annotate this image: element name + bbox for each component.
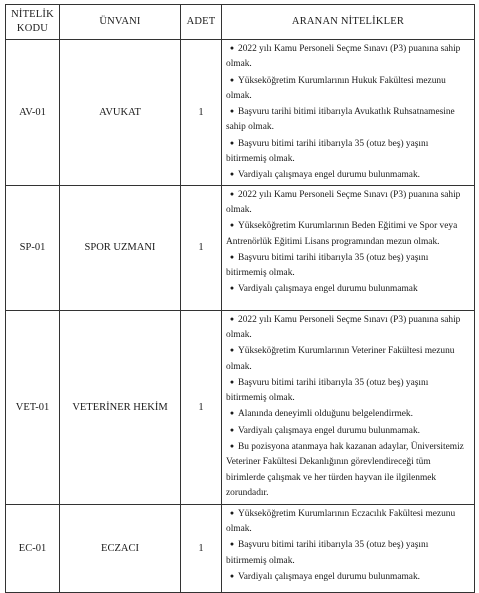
bullet-icon: ●	[229, 508, 235, 517]
requirement-text: Vardiyalı çalışmaya engel durumu bulunmamak.	[238, 425, 420, 436]
requirement-item	[226, 73, 471, 105]
requirement-text: 2022 yılı Kamu Personeli Seçme Sınavı (P3) puanına sahip olmak.	[226, 44, 461, 70]
requirement-text: Yükseköğretim Kurumlarının Veteriner Fakültesi mezunu olmak.	[226, 346, 455, 372]
requirement-text: Yükseköğretim Kurumlarının Eczacılık Fakültesi mezunu olmak.	[226, 508, 456, 534]
bullet-icon: ●	[229, 284, 235, 293]
position-count: 1	[181, 504, 222, 592]
requirement-item	[226, 506, 471, 538]
position-title: SPOR UZMANI	[60, 185, 181, 310]
bullet-icon: ●	[229, 377, 235, 386]
header-title	[60, 5, 181, 40]
requirements-cell	[222, 185, 475, 310]
position-count: 1	[181, 40, 222, 186]
position-title: AVUKAT	[60, 40, 181, 186]
requirement-item	[226, 343, 471, 375]
requirement-text: Alanında deneyimli olduğunu belgelendirmek.	[238, 409, 413, 420]
bullet-icon: ●	[229, 189, 235, 198]
requirement-item	[226, 167, 471, 183]
table-row	[6, 185, 475, 310]
table-row	[6, 310, 475, 504]
requirement-item	[226, 136, 471, 168]
requirement-item	[226, 423, 471, 439]
requirement-text: Vardiyalı çalışmaya engel durumu bulunmamak.	[238, 170, 420, 181]
bullet-icon: ●	[229, 346, 235, 355]
header-count	[181, 5, 222, 40]
requirement-item	[226, 218, 471, 250]
requirements-cell	[222, 40, 475, 186]
requirements-cell	[222, 504, 475, 592]
header-title-label: ÜNVANI	[99, 16, 141, 27]
requirement-item	[226, 281, 471, 297]
header-code	[6, 5, 60, 40]
positions-document	[5, 4, 474, 593]
requirement-item	[226, 41, 471, 73]
requirement-item	[226, 569, 471, 585]
requirement-text: Başvuru bitimi tarihi itibarıyla 35 (otuz beş) yaşını bitirmemiş olmak.	[226, 138, 429, 165]
requirement-text: Vardiyalı çalışmaya engel durumu bulunmamak.	[238, 571, 420, 582]
requirement-item	[226, 439, 471, 501]
bullet-icon: ●	[229, 44, 235, 52]
positions-table	[5, 4, 475, 593]
bullet-icon: ●	[229, 571, 235, 580]
requirement-item	[226, 375, 471, 407]
bullet-icon: ●	[229, 138, 235, 147]
table-row	[6, 40, 475, 186]
position-count: 1	[181, 310, 222, 504]
requirement-text: Başvuru tarihi bitimi itibarıyla Avukatlık Ruhsatnamesine sahip olmak.	[226, 107, 455, 133]
requirements-cell	[222, 310, 475, 504]
requirement-text: 2022 yılı Kamu Personeli Seçme Sınavı (P3) puanına sahip olmak.	[226, 189, 461, 215]
bullet-icon: ●	[229, 409, 235, 418]
requirement-text: Yükseköğretim Kurumlarının Beden Eğitimi ve Spor veya Antrenörlük Eğitimi Lisans programından mezun olmak.	[226, 221, 458, 247]
requirement-text: Başvuru bitimi tarihi itibarıyla 35 (otuz beş) yaşını bitirmemiş olmak.	[226, 252, 429, 279]
bullet-icon: ●	[229, 107, 235, 116]
bullet-icon: ●	[229, 314, 235, 323]
bullet-icon: ●	[229, 540, 235, 549]
requirement-item	[226, 406, 471, 422]
position-code: EC-01	[6, 504, 60, 592]
bullet-icon: ●	[229, 75, 235, 84]
bullet-icon: ●	[229, 221, 235, 230]
requirement-text: 2022 yılı Kamu Personeli Seçme Sınavı (P3) puanına sahip olmak.	[226, 314, 461, 340]
requirement-item	[226, 537, 471, 569]
requirement-item	[226, 104, 471, 136]
requirement-text: Bu pozisyona atanmaya hak kazanan adaylar, Üniversitemiz Veteriner Fakültesi Dekanlığının görevlendireceği tüm birimlerde çalışmak ve her türden hayvan ile ilgilenmek zorundadır.	[226, 442, 464, 498]
requirement-text: Başvuru bitimi tarihi itibarıyla 35 (otuz beş) yaşını bitirmemiş olmak.	[226, 377, 429, 404]
position-title: VETERİNER HEKİM	[60, 310, 181, 504]
header-count-label: ADET	[186, 16, 216, 27]
bullet-icon: ●	[229, 252, 235, 261]
table-header-row	[6, 5, 475, 40]
position-count: 1	[181, 185, 222, 310]
bullet-icon: ●	[229, 442, 235, 451]
position-code: SP-01	[6, 185, 60, 310]
position-code: AV-01	[6, 40, 60, 186]
requirement-item	[226, 312, 471, 344]
requirement-text: Vardiyalı çalışmaya engel durumu bulunmamak	[238, 284, 418, 295]
requirement-text: Başvuru bitimi tarihi itibarıyla 35 (otuz beş) yaşını bitirmemiş olmak.	[226, 540, 429, 566]
position-title: ECZACI	[60, 504, 181, 592]
header-requirements-label: ARANAN NİTELİKLER	[291, 16, 405, 27]
table-row	[6, 504, 475, 592]
requirement-item	[226, 250, 471, 282]
header-requirements	[222, 5, 475, 40]
bullet-icon: ●	[229, 170, 235, 179]
requirement-text: Yükseköğretim Kurumlarının Hukuk Fakültesi mezunu olmak.	[226, 75, 446, 101]
bullet-icon: ●	[229, 425, 235, 434]
header-code-label: NİTELİK KODU	[11, 9, 54, 34]
position-code: VET-01	[6, 310, 60, 504]
requirement-item	[226, 187, 471, 219]
